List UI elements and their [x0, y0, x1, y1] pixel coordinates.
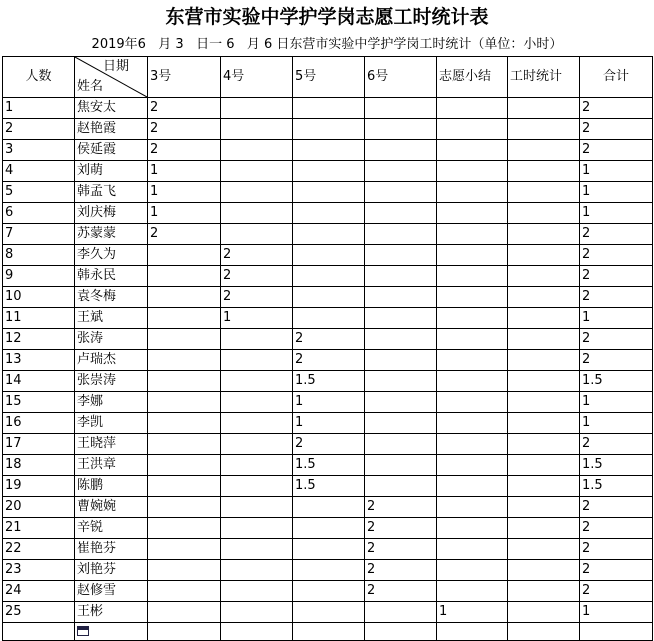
cell-name[interactable]: 卢瑞杰 — [75, 350, 148, 371]
cell-d3[interactable] — [148, 476, 221, 497]
cell-summary[interactable] — [437, 203, 508, 224]
cell-hours[interactable] — [508, 560, 580, 581]
cell-empty[interactable] — [3, 623, 75, 641]
cell-total[interactable]: 2 — [580, 518, 653, 539]
cell-total[interactable]: 1.5 — [580, 371, 653, 392]
cell-d5[interactable] — [293, 287, 365, 308]
cell-total[interactable]: 1 — [580, 602, 653, 623]
cell-d6[interactable] — [365, 434, 437, 455]
cell-summary[interactable] — [437, 287, 508, 308]
cell-summary[interactable] — [437, 182, 508, 203]
header-index[interactable]: 人数 — [3, 57, 75, 98]
cell-total[interactable]: 2 — [580, 560, 653, 581]
table-row — [3, 539, 653, 560]
cell-d3[interactable] — [148, 329, 221, 350]
cell-idx[interactable]: 14 — [3, 371, 75, 392]
cell-d4[interactable]: 2 — [221, 245, 293, 266]
cell-total[interactable]: 1 — [580, 161, 653, 182]
cell-name[interactable]: 王晓萍 — [75, 434, 148, 455]
table-row — [3, 350, 653, 371]
cell-total[interactable]: 1.5 — [580, 455, 653, 476]
cell-hours[interactable] — [508, 119, 580, 140]
cell-d3[interactable] — [148, 413, 221, 434]
cell-hours[interactable] — [508, 161, 580, 182]
table-row — [3, 98, 653, 119]
cell-d5[interactable]: 2 — [293, 329, 365, 350]
cell-summary[interactable] — [437, 434, 508, 455]
cell-d6[interactable]: 2 — [365, 560, 437, 581]
cell-total[interactable]: 2 — [580, 287, 653, 308]
cell-d6[interactable] — [365, 287, 437, 308]
cell-name[interactable]: 刘庆梅 — [75, 203, 148, 224]
cell-d5[interactable]: 1.5 — [293, 371, 365, 392]
cell-summary[interactable] — [437, 371, 508, 392]
cell-d3[interactable] — [148, 308, 221, 329]
cell-d3[interactable] — [148, 602, 221, 623]
table-row — [3, 497, 653, 518]
cell-empty[interactable] — [148, 623, 221, 641]
cell-summary[interactable] — [437, 119, 508, 140]
cell-d3[interactable]: 1 — [148, 203, 221, 224]
cell-name[interactable]: 韩孟飞 — [75, 182, 148, 203]
cell-name[interactable]: 辛锐 — [75, 518, 148, 539]
cell-summary[interactable] — [437, 392, 508, 413]
cell-hours[interactable] — [508, 98, 580, 119]
cell-name[interactable]: 王洪章 — [75, 455, 148, 476]
cell-d3[interactable] — [148, 392, 221, 413]
cell-total[interactable]: 2 — [580, 266, 653, 287]
cell-idx[interactable]: 7 — [3, 224, 75, 245]
cell-d3[interactable]: 2 — [148, 140, 221, 161]
cell-name[interactable]: 侯延霞 — [75, 140, 148, 161]
cell-name[interactable]: 王斌 — [75, 308, 148, 329]
cell-d3[interactable] — [148, 371, 221, 392]
cell-hours[interactable] — [508, 203, 580, 224]
cell-d4[interactable] — [221, 455, 293, 476]
cell-idx[interactable]: 4 — [3, 161, 75, 182]
header-summary[interactable]: 志愿小结 — [437, 57, 508, 98]
cell-total[interactable]: 2 — [580, 140, 653, 161]
table-row — [3, 224, 653, 245]
cell-d6[interactable]: 2 — [365, 539, 437, 560]
cell-d4[interactable] — [221, 476, 293, 497]
cell-d4[interactable] — [221, 539, 293, 560]
header-day-3[interactable]: 3号 — [148, 57, 221, 98]
cell-d6[interactable] — [365, 476, 437, 497]
cell-idx[interactable]: 10 — [3, 287, 75, 308]
cell-d6[interactable] — [365, 161, 437, 182]
cell-d3[interactable] — [148, 266, 221, 287]
cell-idx[interactable]: 11 — [3, 308, 75, 329]
cell-summary[interactable] — [437, 413, 508, 434]
header-hours[interactable]: 工时统计 — [508, 57, 580, 98]
cell-d6[interactable] — [365, 392, 437, 413]
cell-d5[interactable] — [293, 203, 365, 224]
header-day-6[interactable]: 6号 — [365, 57, 437, 98]
cell-name[interactable]: 袁冬梅 — [75, 287, 148, 308]
cell-d3[interactable] — [148, 350, 221, 371]
cell-hours[interactable] — [508, 182, 580, 203]
cell-d4[interactable] — [221, 518, 293, 539]
cell-d5[interactable] — [293, 602, 365, 623]
cell-idx[interactable]: 2 — [3, 119, 75, 140]
cell-total[interactable]: 1 — [580, 203, 653, 224]
cell-d5[interactable]: 1.5 — [293, 455, 365, 476]
cell-d5[interactable] — [293, 245, 365, 266]
cell-summary[interactable] — [437, 245, 508, 266]
cell-idx[interactable]: 24 — [3, 581, 75, 602]
cell-d6[interactable] — [365, 98, 437, 119]
cell-d4[interactable] — [221, 434, 293, 455]
paste-options-icon[interactable] — [77, 626, 89, 636]
cell-summary[interactable] — [437, 329, 508, 350]
cell-empty[interactable] — [365, 623, 437, 641]
cell-total[interactable]: 2 — [580, 581, 653, 602]
cell-d5[interactable] — [293, 308, 365, 329]
cell-name[interactable]: 崔艳芬 — [75, 539, 148, 560]
table-row — [3, 203, 653, 224]
cell-summary[interactable] — [437, 539, 508, 560]
cell-total[interactable]: 2 — [580, 224, 653, 245]
cell-idx[interactable]: 5 — [3, 182, 75, 203]
cell-total[interactable]: 2 — [580, 539, 653, 560]
cell-idx[interactable]: 1 — [3, 98, 75, 119]
cell-name[interactable]: 赵艳霞 — [75, 119, 148, 140]
table-row — [3, 581, 653, 602]
cell-d4[interactable] — [221, 329, 293, 350]
table-row — [3, 245, 653, 266]
cell-d3[interactable]: 2 — [148, 98, 221, 119]
cell-name[interactable]: 刘萌 — [75, 161, 148, 182]
cell-name[interactable]: 李娜 — [75, 392, 148, 413]
sheet-subtitle: 2019年6 月 3 日一 6 月 6 日东营市实验中学护学岗工时统计（单位：小时） — [91, 37, 563, 52]
cell-summary[interactable] — [437, 518, 508, 539]
cell-d5[interactable] — [293, 182, 365, 203]
cell-total[interactable]: 2 — [580, 245, 653, 266]
cell-d4[interactable] — [221, 581, 293, 602]
cell-total[interactable]: 2 — [580, 329, 653, 350]
cell-d3[interactable]: 2 — [148, 224, 221, 245]
cell-hours[interactable] — [508, 350, 580, 371]
cell-d3[interactable] — [148, 455, 221, 476]
cell-idx[interactable]: 17 — [3, 434, 75, 455]
cell-d4[interactable]: 2 — [221, 287, 293, 308]
cell-name[interactable]: 刘艳芬 — [75, 560, 148, 581]
cell-d4[interactable] — [221, 203, 293, 224]
cell-d5[interactable] — [293, 560, 365, 581]
cell-summary[interactable] — [437, 140, 508, 161]
cell-d5[interactable] — [293, 266, 365, 287]
cell-d6[interactable] — [365, 455, 437, 476]
table-row — [3, 518, 653, 539]
cell-total[interactable]: 1 — [580, 182, 653, 203]
cell-d4[interactable] — [221, 371, 293, 392]
cell-hours[interactable] — [508, 308, 580, 329]
cell-d3[interactable] — [148, 287, 221, 308]
cell-total[interactable]: 2 — [580, 497, 653, 518]
cell-d6[interactable] — [365, 203, 437, 224]
cell-hours[interactable] — [508, 329, 580, 350]
cell-d6[interactable] — [365, 413, 437, 434]
header-name-label: 姓名 — [77, 79, 104, 94]
cell-idx[interactable]: 21 — [3, 518, 75, 539]
cell-empty[interactable] — [580, 623, 653, 641]
cell-d3[interactable] — [148, 518, 221, 539]
cell-d3[interactable]: 1 — [148, 161, 221, 182]
header-date-label: 日期 — [102, 59, 129, 74]
table-body — [3, 98, 653, 641]
cell-total[interactable]: 1 — [580, 413, 653, 434]
cell-name[interactable]: 李凯 — [75, 413, 148, 434]
table-row — [3, 560, 653, 581]
table-row — [3, 140, 653, 161]
cell-d5[interactable] — [293, 161, 365, 182]
cell-d6[interactable]: 2 — [365, 518, 437, 539]
cell-d3[interactable] — [148, 245, 221, 266]
cell-d4[interactable] — [221, 413, 293, 434]
cell-hours[interactable] — [508, 392, 580, 413]
cell-total[interactable]: 2 — [580, 119, 653, 140]
cell-hours[interactable] — [508, 287, 580, 308]
cell-d6[interactable] — [365, 602, 437, 623]
cell-d4[interactable] — [221, 119, 293, 140]
cell-d5[interactable] — [293, 518, 365, 539]
cell-hours[interactable] — [508, 224, 580, 245]
cell-summary[interactable] — [437, 350, 508, 371]
cell-d4[interactable]: 2 — [221, 266, 293, 287]
hours-table — [2, 56, 653, 641]
cell-d4[interactable] — [221, 602, 293, 623]
table-row — [3, 119, 653, 140]
sheet-title: 东营市实验中学护学岗志愿工时统计表 — [165, 6, 489, 28]
cell-summary[interactable] — [437, 560, 508, 581]
cell-d5[interactable]: 1 — [293, 392, 365, 413]
cell-name[interactable]: 张崇涛 — [75, 371, 148, 392]
cell-d3[interactable]: 2 — [148, 119, 221, 140]
cell-empty[interactable] — [293, 623, 365, 641]
cell-hours[interactable] — [508, 434, 580, 455]
cell-hours[interactable] — [508, 497, 580, 518]
cell-name[interactable]: 李久为 — [75, 245, 148, 266]
cell-d5[interactable] — [293, 224, 365, 245]
cell-d5[interactable]: 2 — [293, 434, 365, 455]
cell-summary[interactable] — [437, 224, 508, 245]
cell-d6[interactable] — [365, 371, 437, 392]
cell-idx[interactable]: 12 — [3, 329, 75, 350]
cell-total[interactable]: 1.5 — [580, 476, 653, 497]
table-row — [3, 182, 653, 203]
cell-name[interactable]: 苏蒙蒙 — [75, 224, 148, 245]
cell-empty[interactable] — [437, 623, 508, 641]
cell-idx[interactable]: 13 — [3, 350, 75, 371]
cell-hours[interactable] — [508, 371, 580, 392]
cell-summary[interactable] — [437, 455, 508, 476]
cell-d5[interactable] — [293, 497, 365, 518]
cell-name[interactable]: 张涛 — [75, 329, 148, 350]
cell-idx[interactable]: 22 — [3, 539, 75, 560]
cell-d3[interactable]: 1 — [148, 182, 221, 203]
cell-d6[interactable]: 2 — [365, 497, 437, 518]
cell-d6[interactable] — [365, 224, 437, 245]
cell-d6[interactable] — [365, 119, 437, 140]
cell-d3[interactable] — [148, 539, 221, 560]
cell-hours[interactable] — [508, 539, 580, 560]
cell-hours[interactable] — [508, 602, 580, 623]
header-day-5[interactable]: 5号 — [293, 57, 365, 98]
cell-total[interactable]: 2 — [580, 434, 653, 455]
cell-empty[interactable] — [75, 623, 148, 641]
cell-total[interactable]: 2 — [580, 350, 653, 371]
cell-idx[interactable]: 18 — [3, 455, 75, 476]
header-total[interactable]: 合计 — [580, 57, 653, 98]
cell-d4[interactable] — [221, 98, 293, 119]
cell-d5[interactable]: 1 — [293, 413, 365, 434]
cell-d4[interactable] — [221, 161, 293, 182]
cell-d4[interactable] — [221, 560, 293, 581]
cell-idx[interactable]: 15 — [3, 392, 75, 413]
cell-idx[interactable]: 6 — [3, 203, 75, 224]
cell-idx[interactable]: 8 — [3, 245, 75, 266]
cell-hours[interactable] — [508, 140, 580, 161]
cell-summary[interactable] — [437, 308, 508, 329]
cell-total[interactable]: 2 — [580, 98, 653, 119]
cell-d4[interactable]: 1 — [221, 308, 293, 329]
cell-d5[interactable] — [293, 98, 365, 119]
cell-d4[interactable] — [221, 350, 293, 371]
cell-hours[interactable] — [508, 581, 580, 602]
cell-d6[interactable] — [365, 140, 437, 161]
cell-hours[interactable] — [508, 476, 580, 497]
cell-d3[interactable] — [148, 497, 221, 518]
cell-d5[interactable] — [293, 119, 365, 140]
header-day-4[interactable]: 4号 — [221, 57, 293, 98]
table-row — [3, 434, 653, 455]
table-row — [3, 371, 653, 392]
header-row — [3, 57, 653, 98]
cell-empty[interactable] — [508, 623, 580, 641]
cell-d4[interactable] — [221, 392, 293, 413]
table-row — [3, 308, 653, 329]
cell-idx[interactable]: 16 — [3, 413, 75, 434]
cell-d5[interactable] — [293, 581, 365, 602]
cell-d5[interactable]: 2 — [293, 350, 365, 371]
table-row — [3, 476, 653, 497]
cell-d4[interactable] — [221, 224, 293, 245]
cell-d6[interactable] — [365, 182, 437, 203]
cell-name[interactable]: 韩永民 — [75, 266, 148, 287]
cell-name[interactable]: 焦安太 — [75, 98, 148, 119]
cell-d3[interactable] — [148, 581, 221, 602]
cell-summary[interactable] — [437, 98, 508, 119]
cell-d4[interactable] — [221, 140, 293, 161]
table-row — [3, 161, 653, 182]
cell-idx[interactable]: 19 — [3, 476, 75, 497]
cell-d5[interactable] — [293, 539, 365, 560]
cell-name[interactable]: 赵修雪 — [75, 581, 148, 602]
table-row — [3, 413, 653, 434]
table-row — [3, 329, 653, 350]
cell-idx[interactable]: 25 — [3, 602, 75, 623]
cell-summary[interactable] — [437, 266, 508, 287]
cell-d3[interactable] — [148, 434, 221, 455]
table-row — [3, 287, 653, 308]
cell-name[interactable]: 曹婉婉 — [75, 497, 148, 518]
cell-d6[interactable] — [365, 308, 437, 329]
cell-hours[interactable] — [508, 455, 580, 476]
cell-idx[interactable]: 3 — [3, 140, 75, 161]
cell-idx[interactable]: 23 — [3, 560, 75, 581]
cell-name[interactable]: 陈鹏 — [75, 476, 148, 497]
cell-idx[interactable]: 9 — [3, 266, 75, 287]
table-row — [3, 266, 653, 287]
cell-hours[interactable] — [508, 518, 580, 539]
cell-d4[interactable] — [221, 182, 293, 203]
header-diagonal-cell[interactable] — [75, 57, 148, 98]
table-row — [3, 602, 653, 623]
cell-summary[interactable] — [437, 497, 508, 518]
table-row — [3, 455, 653, 476]
cell-hours[interactable] — [508, 413, 580, 434]
cell-d6[interactable]: 2 — [365, 581, 437, 602]
cell-summary[interactable] — [437, 581, 508, 602]
cell-hours[interactable] — [508, 245, 580, 266]
cell-d6[interactable] — [365, 350, 437, 371]
cell-d3[interactable] — [148, 560, 221, 581]
cell-empty[interactable] — [221, 623, 293, 641]
cell-summary[interactable] — [437, 476, 508, 497]
cell-d5[interactable]: 1.5 — [293, 476, 365, 497]
cell-idx[interactable]: 20 — [3, 497, 75, 518]
cell-hours[interactable] — [508, 266, 580, 287]
cell-d6[interactable] — [365, 266, 437, 287]
cell-summary[interactable] — [437, 161, 508, 182]
table-row-empty — [3, 623, 653, 641]
cell-d5[interactable] — [293, 140, 365, 161]
cell-d6[interactable] — [365, 245, 437, 266]
cell-d6[interactable] — [365, 329, 437, 350]
cell-summary[interactable]: 1 — [437, 602, 508, 623]
cell-d4[interactable] — [221, 497, 293, 518]
table-row — [3, 392, 653, 413]
cell-total[interactable]: 1 — [580, 308, 653, 329]
cell-total[interactable]: 1 — [580, 392, 653, 413]
cell-name[interactable]: 王彬 — [75, 602, 148, 623]
